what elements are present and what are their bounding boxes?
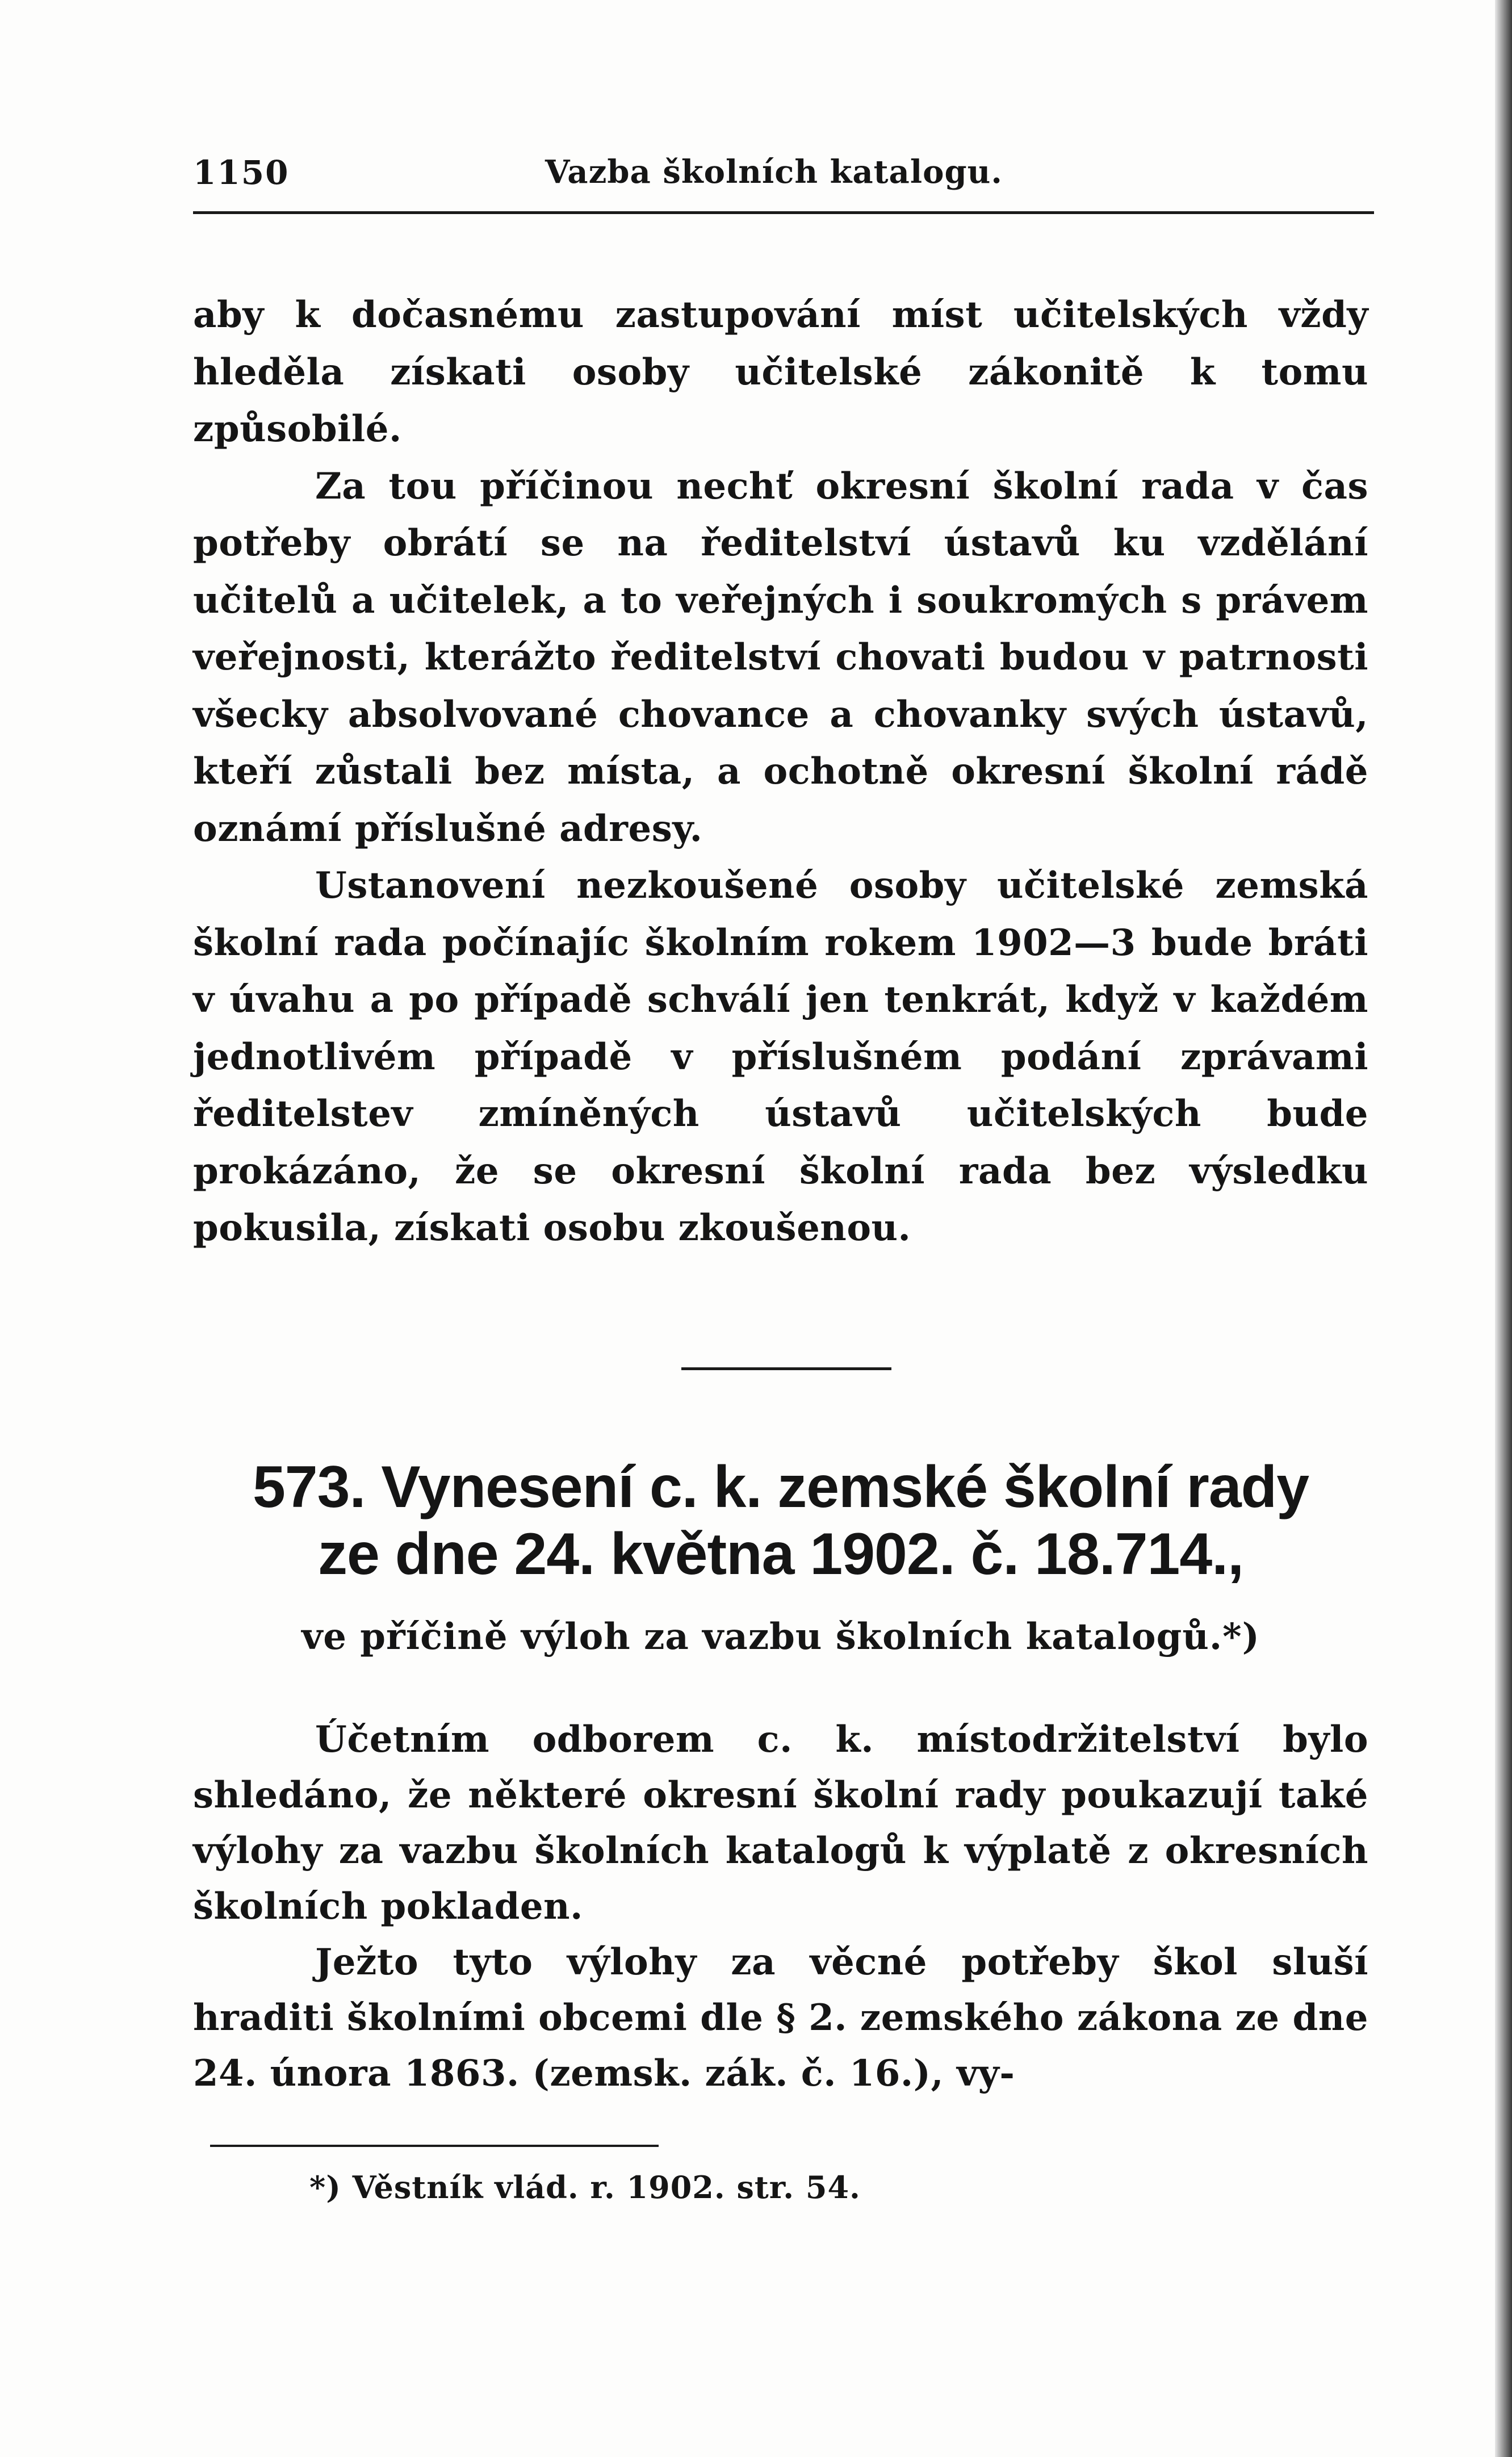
- body-paragraph-1: aby k dočasnému zastupování míst učitelských vždy hleděla získati osoby učitelské zákonitě k tomu způsobilé.: [193, 294, 1368, 450]
- header-rule: [193, 211, 1374, 214]
- footnote-rule: [210, 2145, 659, 2147]
- body-paragraph-2: Za tou příčinou nechť okresní školní rada v čas potřeby obrátí se na ředitelství ústavů ku vzdělání učitelů a učitelek, a to veřejných i soukromých s právem veřejnosti, kterážto ředitelství chovati budou v patrnosti všecky absolvované chovance a chovanky svých ústavů, kteří zůstali bez místa, a ochotně okresní školní rádě oznámí příslušné adresy.: [193, 464, 1368, 850]
- decree-paragraph-1: Účetním odborem c. k. místodržitelství bylo shledáno, že některé okresní školní rady poukazují také výlohy za vazbu školních katalogů k výplatě z okresních školních pokladen.: [193, 1718, 1368, 1928]
- section-divider: [681, 1367, 891, 1370]
- page-edge-shadow: [1495, 0, 1512, 2457]
- body-text: [193, 287, 1368, 1257]
- running-title: Vazba školních katalogu.: [545, 153, 1003, 191]
- decree-heading-line-1: 573. Vynesení c. k. zemské školní rady: [252, 1454, 1309, 1520]
- decree-body: [193, 1712, 1368, 2102]
- footnote: *) Věstník vlád. r. 1902. str. 54.: [309, 2169, 861, 2205]
- decree-heading: [193, 1454, 1368, 1588]
- page-header: [193, 153, 1374, 199]
- page-number: 1150: [193, 153, 290, 192]
- body-paragraph-3: Ustanovení nezkoušené osoby učitelské zemská školní rada počínajíc školním rokem 1902—3 bude bráti v úvahu a po případě schválí jen tenkrát, když v každém jednotlivém případě v příslušném podání zprávami ředitelstev zmíněných ústavů učitelských bude prokázáno, že se okresní školní rada bez výsledku pokusila, získati osobu zkoušenou.: [193, 864, 1368, 1249]
- decree-subtitle: ve příčině výloh za vazbu školních katalogů.*): [301, 1615, 1260, 1658]
- decree-paragraph-2: Ježto tyto výlohy za věcné potřeby škol sluší hraditi školními obcemi dle § 2. zemského zákona ze dne 24. února 1863. (zemsk. zák. č. 16.), vy-: [193, 1941, 1368, 2095]
- decree-heading-line-2: ze dne 24. května 1902. č. 18.714.,: [317, 1521, 1244, 1587]
